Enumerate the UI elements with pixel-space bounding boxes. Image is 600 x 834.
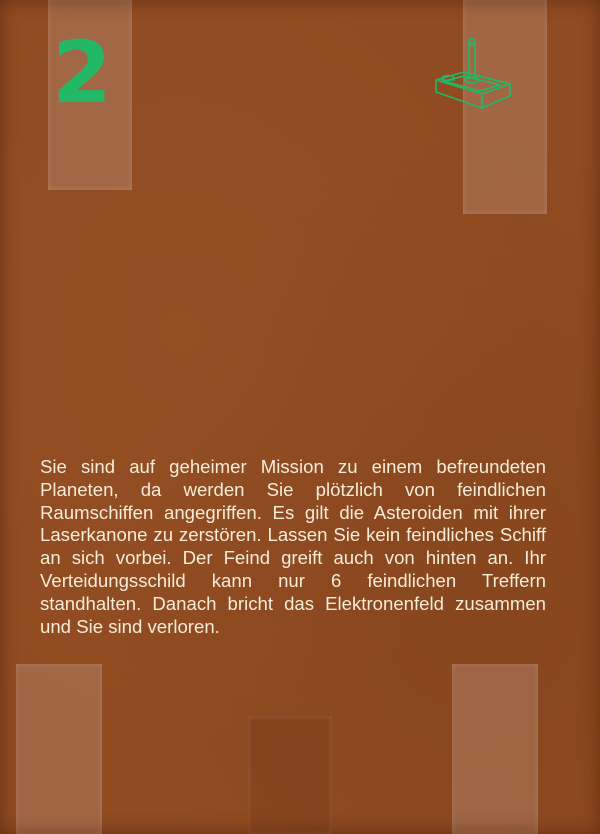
game-description: Sie sind auf geheimer Mission zu einem befreundeten Planeten, da werden Sie plötzlich von feindlichen Raumschiffen angegriffen. Es gilt die Asteroiden mit ihrer Laserkanone zu zerstören. Lassen Sie kein feindliches Schiff an sich vorbei. Der Feind greift auch von hinten an. Ihr Verteidungsschild kann nur 6 feindlichen Treffern standhalten. Danach bricht das Elektronenfeld zusammen und Sie sind verloren.	[40, 456, 546, 637]
tape-strip-bottom-center	[248, 716, 332, 834]
joystick-icon	[434, 34, 512, 114]
tape-strip-bottom-left	[16, 664, 102, 834]
level-number: 2	[52, 23, 110, 123]
tape-strip-bottom-right	[452, 664, 538, 834]
